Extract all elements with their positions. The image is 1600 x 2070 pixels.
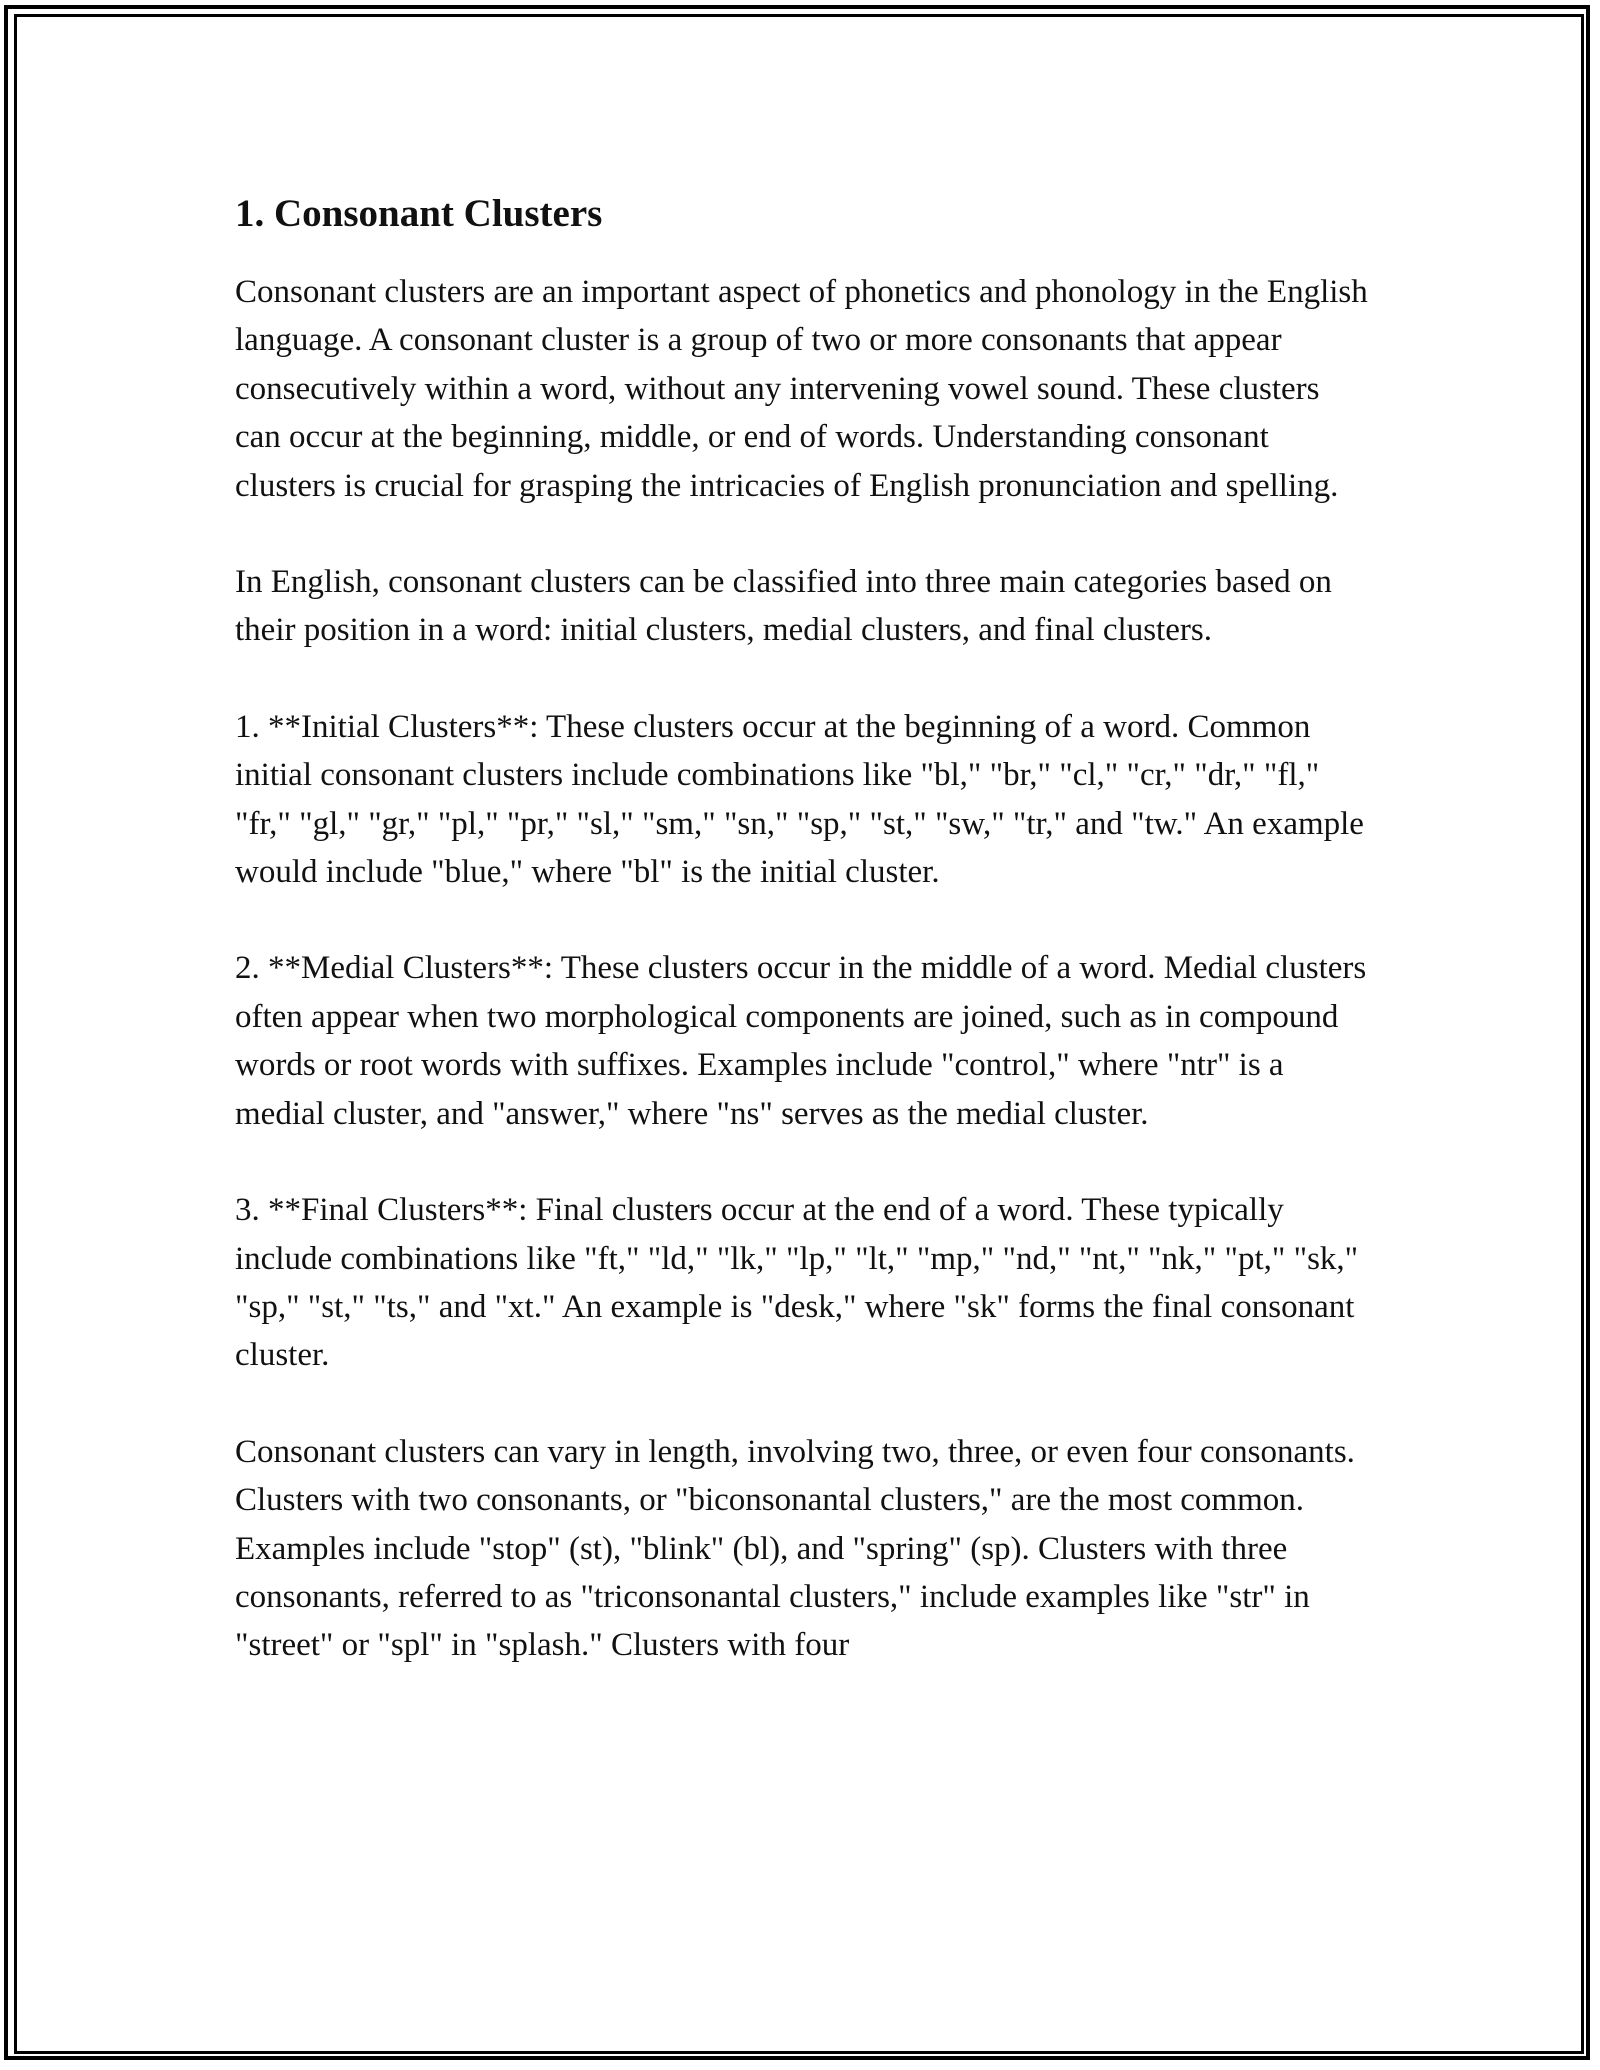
paragraph-final-clusters: 3. **Final Clusters**: Final clusters occur at the end of a word. These typically include combinations like "ft," "ld," "lk," "lp," "lt," "mp," "nd," "nt," "nk," "pt," "sk," "sp," "st," "ts," and "xt." An example is "desk," where "sk" forms the final consonant cluster.: [235, 1192, 1359, 1374]
paragraph-categories: In English, consonant clusters can be classified into three main categories based on their position in a word: initial clusters, medial clusters, and final clusters.: [235, 564, 1332, 649]
paragraph-intro: Consonant clusters are an important aspect of phonetics and phonology in the English language. A consonant cluster is a group of two or more consonants that appear consecutively within a word, without any intervening vowel sound. These clusters can occur at the beginning, middle, or end of words. Understanding consonant clusters is crucial for grasping the intricacies of English pronunciation and spelling.: [235, 274, 1368, 504]
paragraph-cluster-length: Consonant clusters can vary in length, involving two, three, or even four consonants. Clusters with two consonants, or "biconsonantal clusters," are the most common. Examples include "stop" (st), "blink" (bl), and "spring" (sp). Clusters with three consonants, referred to as "triconsonantal clusters," include examples like "str" in "street" or "spl" in "splash." Clusters with four: [235, 1433, 1355, 1664]
document-body: [235, 188, 1370, 1718]
paragraph-initial-clusters: 1. **Initial Clusters**: These clusters occur at the beginning of a word. Common initial consonant clusters include combinations like "bl," "br," "cl," "cr," "dr," "fl," "fr," "gl," "gr," "pl," "pr," "sl," "sm," "sn," "sp," "st," "sw," "tr," and "tw." An example would include "blue," where "bl" is the initial cluster.: [235, 708, 1364, 891]
section-heading: 1. Consonant Clusters: [235, 192, 603, 235]
paragraph-medial-clusters: 2. **Medial Clusters**: These clusters occur in the middle of a word. Medial clusters often appear when two morphological components are joined, such as in compound words or root words with suffixes. Examples include "control," where "ntr" is a medial cluster, and "answer," where "ns" serves as the medial cluster.: [235, 950, 1367, 1132]
